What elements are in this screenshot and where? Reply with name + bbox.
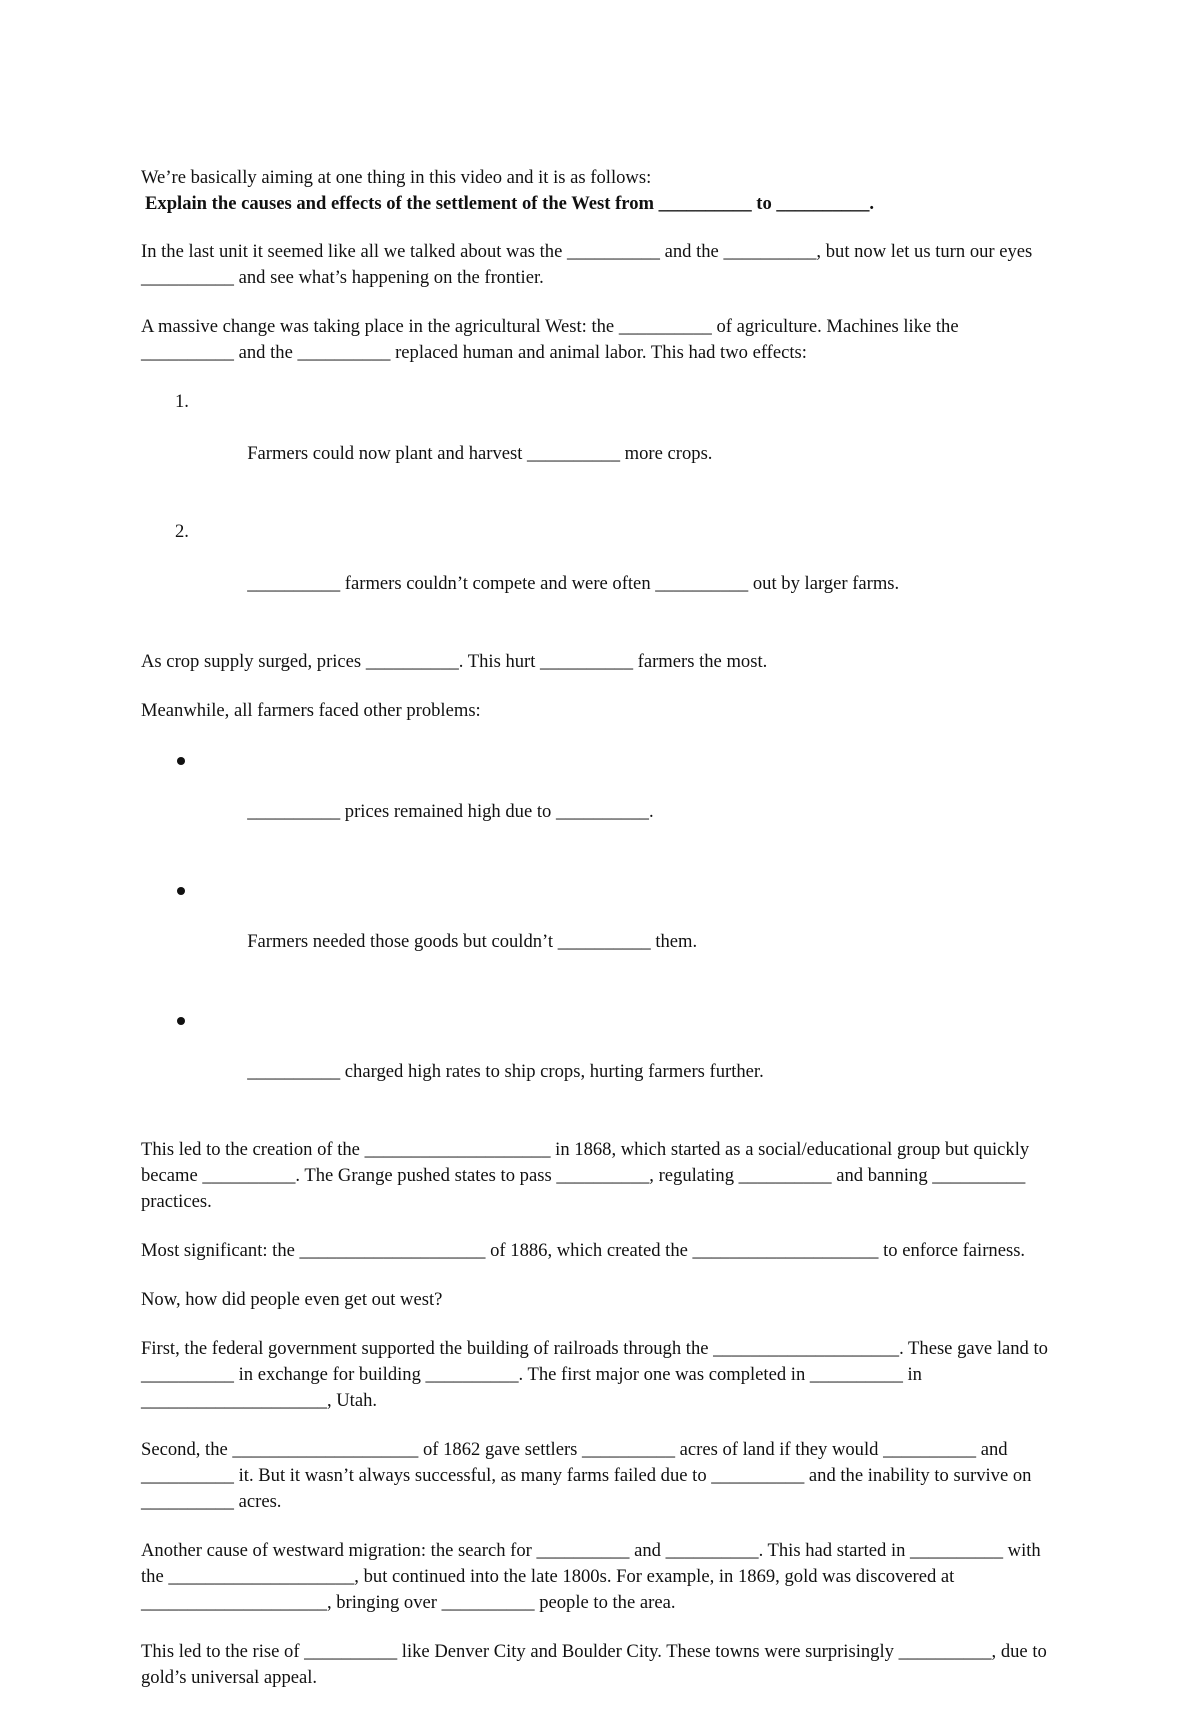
- worksheet-content: [141, 165, 1056, 1714]
- paragraph-agriculture-change: A massive change was taking place in the agricultural West: the __________ of agriculture. Machines like the __________ and the __________ replaced human and animal labor. This had two effects:: [141, 316, 964, 363]
- paragraph-problems-intro: Meanwhile, all farmers faced other problems:: [141, 700, 481, 721]
- problems-list: [141, 747, 1056, 1111]
- list-item-text: Farmers needed those goods but couldn’t __________ them.: [247, 931, 698, 952]
- paragraph-railroads: First, the federal government supported the building of railroads through the ____________________. These gave land to __________ in exchange for building __________. The first major one was completed in __________ in ____________________, Utah.: [141, 1338, 1053, 1411]
- objective-heading: Explain the causes and effects of the settlement of the West from __________ to __________.: [145, 193, 875, 214]
- list-item: [141, 1007, 1056, 1111]
- paragraph-migration: Another cause of westward migration: the search for __________ and __________. This had started in __________ with the ____________________, but continued into the late 1800s. For example, in 1869, gold was discovered at ____________________, bringing over __________ people to the area.: [141, 1540, 1046, 1613]
- paragraph-boomtowns: This led to the rise of __________ like Denver City and Boulder City. These towns were surprisingly __________, due to gold’s universal appeal.: [141, 1641, 1052, 1688]
- list-item: [141, 747, 1056, 851]
- paragraph-last-unit: In the last unit it seemed like all we talked about was the __________ and the __________, but now let us turn our eyes __________ and see what’s happening on the frontier.: [141, 241, 1037, 288]
- paragraph-question: Now, how did people even get out west?: [141, 1289, 443, 1310]
- list-item: [141, 389, 1056, 493]
- list-item-text: __________ farmers couldn’t compete and were often __________ out by larger farms.: [247, 573, 900, 594]
- bullet-icon: [177, 887, 185, 895]
- list-number: 2.: [175, 521, 189, 542]
- bullet-icon: [177, 757, 185, 765]
- list-item: [141, 519, 1056, 623]
- paragraph-crop-supply: As crop supply surged, prices __________. This hurt __________ farmers the most.: [141, 651, 768, 672]
- list-item: [141, 877, 1056, 981]
- list-item-text: __________ charged high rates to ship crops, hurting farmers further.: [247, 1061, 764, 1082]
- paragraph-homestead: Second, the ____________________ of 1862 gave settlers __________ acres of land if they would __________ and __________ it. But it wasn’t always successful, as many farms failed due to __________ and the inability to survive on __________ acres.: [141, 1439, 1037, 1512]
- effects-list: [141, 389, 1056, 623]
- list-item-text: Farmers could now plant and harvest __________ more crops.: [247, 443, 713, 464]
- intro-text: We’re basically aiming at one thing in this video and it is as follows:: [141, 167, 652, 188]
- list-number: 1.: [175, 391, 189, 412]
- list-item-text: __________ prices remained high due to __________.: [247, 801, 654, 822]
- bullet-icon: [177, 1017, 185, 1025]
- paragraph-most-significant: Most significant: the ____________________ of 1886, which created the ____________________ to enforce fairness.: [141, 1240, 1026, 1261]
- paragraph-grange: This led to the creation of the ____________________ in 1868, which started as a social/educational group but quickly became __________. The Grange pushed states to pass __________, regulating __________ and banning __________ practices.: [141, 1139, 1034, 1212]
